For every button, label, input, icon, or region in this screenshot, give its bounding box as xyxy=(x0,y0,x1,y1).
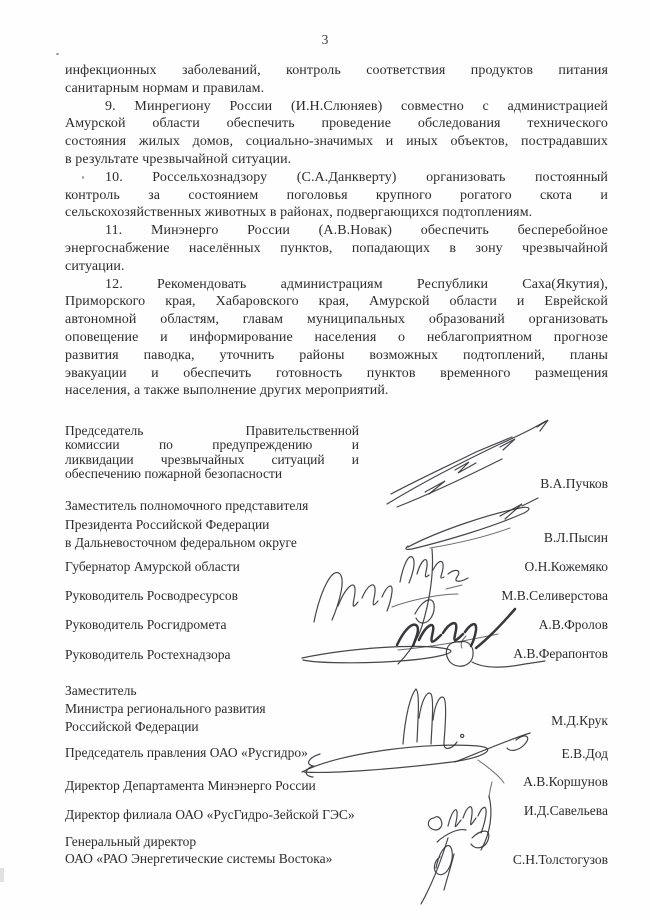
signatory-name: А.В.Ферапонтов xyxy=(513,646,608,661)
signatory-name: М.В.Селиверстова xyxy=(501,588,608,603)
text-line: развития паводка, уточнить районы возможных подтоплений, планы xyxy=(65,347,608,363)
signatory-name: В.А.Пучков xyxy=(540,476,608,491)
text-line: инфекционных заболеваний, контроль соответствия продуктов питания xyxy=(65,63,608,78)
signatory-name: Е.В.Дод xyxy=(561,746,608,761)
text-line: 11. Минэнерго России (А.В.Новак) обеспечить бесперебойное xyxy=(105,223,608,239)
signatory-title-governor: Губернатор Амурской области xyxy=(65,559,240,574)
text-line: Амурской области обеспечить проведение обследования технического xyxy=(65,116,608,132)
paragraph-10 xyxy=(65,169,608,222)
signatory-title-rosgidromet: Руководитель Росгидромета xyxy=(65,617,227,632)
signatory-title-rao-vostok-director: Генеральный директор ОАО «РАО Энергетические системы Востока» xyxy=(65,834,333,866)
text-line: 12. Рекомендовать администрациям Республики Саха(Якутия), xyxy=(105,276,608,292)
text-line: 9. Минрегиону России (И.Н.Слюняев) совместно с администрацией xyxy=(105,98,608,114)
text-line: санитарным нормам и правилам. xyxy=(65,80,265,96)
signatory-name: С.Н.Толстогузов xyxy=(512,852,608,867)
signatory-name: И.Д.Савельева xyxy=(523,803,608,818)
text-line: ситуации. xyxy=(65,258,125,274)
document-body xyxy=(65,62,608,400)
text-line: оповещение и информирование населения о неблагоприятном прогнозе xyxy=(65,329,608,345)
text-line: эвакуации и обеспечить готовность пунктов временного размещения xyxy=(65,365,608,381)
text-line: энергоснабжение населённых пунктов, попадающих в зону чрезвычайной xyxy=(65,240,608,256)
text-line: состояния жилых домов, социально-значимых и иных объектов, пострадавших xyxy=(65,134,608,150)
signatory-title-deputy-envoy: Заместитель полномочного представителя Президента Российской Федерации в Дальневосточном федеральном округе xyxy=(65,498,309,550)
paragraph-12 xyxy=(65,276,608,401)
text-line: сельскохозяйственных животных в районах, подвергающихся подтоплениям. xyxy=(65,205,533,221)
signatory-name: А.В.Фролов xyxy=(538,617,608,632)
signatory-name: М.Д.Крук xyxy=(551,713,608,728)
signatory-name: В.Л.Пысин xyxy=(543,530,608,545)
text-line: автономной областям, главам муниципальных образований организовать xyxy=(65,312,608,328)
text-line: контроль за состоянием поголовья крупного рогатого скота и xyxy=(65,187,608,203)
signatory-title-rosvodresursy: Руководитель Росводресурсов xyxy=(65,588,239,603)
signatory-title-rushydro-chairman: Председатель правления ОАО «Русгидро» xyxy=(65,745,308,760)
text-line: Приморского края, Хабаровского края, Амурской области и Еврейской xyxy=(65,294,608,310)
page-number: 3 xyxy=(321,32,329,47)
paragraph-intro xyxy=(65,62,608,98)
signatory-title-emercom: Председатель Правительственной комиссии по предупреждению и ликвидации чрезвычайных ситуаций и обеспечению пожарной безопасности xyxy=(65,423,359,481)
signatory-name: О.Н.Кожемяко xyxy=(524,559,608,574)
paragraph-9 xyxy=(65,98,608,169)
paragraph-11 xyxy=(65,222,608,275)
text-line: населения, а также выполнение других мероприятий. xyxy=(65,383,389,399)
signatory-title-deputy-minister: Заместитель Министра регионального развития Российской Федерации xyxy=(65,683,266,734)
signatory-title-zeya-ges-director: Директор филиала ОАО «РусГидро-Зейской ГЭС» xyxy=(65,807,355,822)
scan-speck xyxy=(56,53,59,55)
signatory-title-minenergo-director: Директор Департамента Минэнерго России xyxy=(65,778,316,793)
signatory-name: А.В.Коршунов xyxy=(523,774,608,789)
text-line: 10. Россельхознадзору (С.А.Данкверту) организовать постоянный xyxy=(105,169,608,185)
scan-edge-smudge xyxy=(0,868,4,882)
text-line: в результате чрезвычайной ситуации. xyxy=(65,151,292,167)
signatory-title-rostekhnadzor: Руководитель Ростехнадзора xyxy=(65,647,231,662)
